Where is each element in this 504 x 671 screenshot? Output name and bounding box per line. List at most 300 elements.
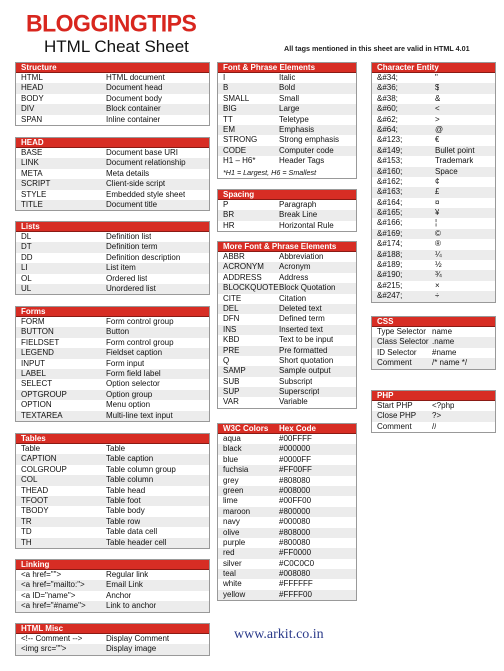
row-tag: SUP [223, 387, 240, 397]
row-description: #000000 [279, 444, 311, 454]
section-head [15, 137, 210, 211]
row-description: Trademark [435, 156, 474, 166]
table-row [16, 232, 209, 242]
section-footnote: *H1 = Largest, H6 = Smallest [223, 167, 317, 177]
table-row [218, 444, 356, 454]
row-description: #800000 [279, 506, 311, 516]
row-tag: COL [21, 475, 38, 485]
section-header [16, 222, 209, 232]
table-row [218, 283, 356, 293]
row-description: Block Quotation [279, 283, 336, 293]
row-tag: Class Selector [377, 337, 429, 347]
row-description: Ordered list [106, 273, 148, 283]
row-description: Computer code [279, 145, 334, 155]
table-row [16, 538, 209, 548]
table-row [372, 348, 495, 358]
table-row [16, 327, 209, 337]
row-description: < [435, 104, 440, 114]
row-tag: &#247; [377, 291, 403, 301]
section-spacing [217, 189, 357, 232]
row-tag: TD [21, 527, 32, 537]
row-description: Strong emphasis [279, 135, 340, 145]
table-row [218, 262, 356, 272]
section-header [372, 63, 495, 73]
row-description: Document relationship [106, 158, 186, 168]
row-description: " [435, 73, 438, 82]
table-row [218, 434, 356, 444]
table-row [218, 314, 356, 324]
row-tag: <img src=""> [21, 644, 67, 654]
row-tag: &#123; [377, 135, 403, 145]
row-description: Address [279, 272, 309, 282]
row-tag: Comment [377, 421, 412, 431]
row-description: ¤ [435, 197, 440, 207]
table-row [218, 273, 356, 283]
row-tag: &#174; [377, 239, 403, 249]
row-tag: blue [223, 454, 239, 464]
table-row [218, 156, 356, 166]
row-tag: <a href="mailto:"> [21, 580, 85, 590]
row-description: Document body [106, 93, 163, 103]
table-row [372, 229, 495, 239]
table-row [218, 465, 356, 475]
row-tag: <a href="#name"> [21, 601, 86, 611]
row-tag: H1 – H6* [223, 156, 256, 166]
section-header [372, 391, 495, 401]
row-description: Table body [106, 506, 145, 516]
row-description: ÷ [435, 291, 440, 301]
row-description: Subscript [279, 376, 313, 386]
table-row [218, 496, 356, 506]
row-tag: OPTGROUP [21, 389, 67, 399]
section-header [218, 424, 356, 434]
row-tag: INPUT [21, 358, 45, 368]
row-description: Meta details [106, 168, 150, 178]
table-row [372, 146, 495, 156]
row-description: Table row [106, 516, 141, 526]
table-row [372, 337, 495, 347]
row-tag: P [223, 200, 229, 209]
table-row [218, 221, 356, 231]
row-tag: silver [223, 558, 242, 568]
row-tag: <a ID="name"> [21, 590, 76, 600]
row-tag: <!-- Comment --> [21, 634, 83, 643]
row-tag: maroon [223, 506, 251, 516]
row-tag: HEAD [21, 83, 44, 93]
row-description: Option group [106, 389, 153, 399]
row-description: ¦ [435, 218, 438, 228]
row-tag: &#160; [377, 166, 403, 176]
table-row [218, 507, 356, 517]
table-row [372, 167, 495, 177]
table-row [16, 348, 209, 358]
table-row [218, 538, 356, 548]
row-tag: &#36; [377, 83, 398, 93]
row-tag: <a href=""> [21, 570, 62, 579]
row-description: Table column [106, 475, 154, 485]
section-title: W3C Colors [223, 424, 269, 433]
table-row [16, 486, 209, 496]
table-row [372, 291, 495, 301]
row-description: Display Comment [106, 634, 170, 643]
row-description: Display image [106, 644, 157, 654]
row-description: ½ [435, 260, 442, 270]
table-row [372, 198, 495, 208]
table-row [16, 517, 209, 527]
row-description: Break Line [279, 210, 318, 220]
row-tag: SCRIPT [21, 179, 51, 189]
table-row [372, 208, 495, 218]
row-description: Italic [279, 73, 296, 82]
row-description: Anchor [106, 590, 132, 600]
section-w3c-colors [217, 423, 357, 601]
table-row [218, 397, 356, 407]
table-row [218, 528, 356, 538]
table-row [16, 527, 209, 537]
table-row [16, 506, 209, 516]
row-description: Block container [106, 104, 161, 114]
row-tag: SELECT [21, 379, 53, 389]
row-description: Regular link [106, 570, 149, 579]
table-row [372, 411, 495, 421]
section-header [16, 434, 209, 444]
row-tag: DL [21, 232, 32, 241]
section-title: HTML Misc [21, 624, 64, 633]
row-description: Horizontal Rule [279, 220, 334, 230]
row-tag: EM [223, 124, 235, 134]
row-tag: Close PHP [377, 411, 417, 421]
section-more-font-phrase [217, 241, 357, 409]
row-tag: SMALL [223, 93, 250, 103]
table-row [218, 325, 356, 335]
row-tag: white [223, 579, 242, 589]
row-tag: BR [223, 210, 235, 220]
table-row [218, 252, 356, 262]
table-row [218, 517, 356, 527]
row-tag: STYLE [21, 189, 47, 199]
section-linking [15, 559, 210, 613]
table-row [16, 644, 209, 654]
row-description: Embedded style sheet [106, 189, 186, 199]
row-tag: ADDRESS [223, 272, 262, 282]
row-description: Table head [106, 485, 146, 495]
row-tag: Comment [377, 358, 412, 368]
table-row [16, 338, 209, 348]
table-row [218, 548, 356, 558]
table-row [218, 486, 356, 496]
table-row [218, 387, 356, 397]
row-tag: VAR [223, 397, 239, 407]
row-description: #C0C0C0 [279, 558, 315, 568]
row-tag: FIELDSET [21, 337, 60, 347]
row-description: Defined term [279, 314, 325, 324]
section-php [371, 390, 496, 433]
row-tag: BASE [21, 148, 43, 157]
row-description: × [435, 280, 440, 290]
row-description: ?> [432, 411, 442, 421]
section-title: Forms [21, 307, 46, 316]
section-title: Font & Phrase Elements [223, 63, 316, 72]
table-row [372, 115, 495, 125]
row-tag: ABBR [223, 252, 245, 261]
table-row [372, 156, 495, 166]
row-description: #0000FF [279, 454, 312, 464]
row-tag: &#34; [377, 73, 398, 82]
row-description: #name [432, 347, 457, 357]
row-description: Citation [279, 293, 307, 303]
table-row [218, 73, 356, 83]
row-tag: TFOOT [21, 495, 49, 505]
row-tag: &#38; [377, 93, 398, 103]
table-row [218, 104, 356, 114]
row-tag: SUB [223, 376, 240, 386]
section-title: Structure [21, 63, 57, 72]
row-description: #000080 [279, 517, 311, 527]
table-row [372, 125, 495, 135]
table-row [218, 476, 356, 486]
row-description: £ [435, 187, 440, 197]
row-tag: teal [223, 569, 236, 579]
table-row [218, 377, 356, 387]
row-tag: DT [21, 242, 32, 252]
row-description: Text to be input [279, 335, 334, 345]
table-row [16, 369, 209, 379]
row-tag: TEXTAREA [21, 410, 63, 420]
row-description: Bold [279, 83, 296, 93]
row-tag: lime [223, 496, 238, 506]
section-lists [15, 221, 210, 295]
footer-url[interactable]: www.arkit.co.in [234, 627, 324, 642]
table-row [16, 242, 209, 252]
section-tables [15, 433, 210, 549]
row-tag: green [223, 485, 244, 495]
row-tag: LI [21, 263, 28, 273]
row-description: Inserted text [279, 324, 324, 334]
row-description: € [435, 135, 440, 145]
table-row [218, 294, 356, 304]
section-title: Tables [21, 434, 46, 443]
row-description: #008080 [279, 569, 311, 579]
row-description: Table foot [106, 495, 141, 505]
row-tag: Type Selector [377, 327, 426, 336]
row-tag: SPAN [21, 114, 43, 124]
section-header [16, 624, 209, 634]
row-description: Header Tags [279, 156, 325, 166]
row-description: Document title [106, 199, 158, 209]
row-description: #800080 [279, 537, 311, 547]
table-row [218, 135, 356, 145]
section-html-misc [15, 623, 210, 656]
table-row [16, 400, 209, 410]
row-description: $ [435, 83, 440, 93]
row-description: Short quotation [279, 355, 334, 365]
row-tag: DIV [21, 104, 35, 114]
section-header [16, 560, 209, 570]
row-description: ® [435, 239, 441, 249]
row-tag: CODE [223, 145, 247, 155]
table-row [218, 146, 356, 156]
section-header [16, 138, 209, 148]
table-row [16, 379, 209, 389]
row-tag: ID Selector [377, 347, 417, 357]
table-row [16, 444, 209, 454]
row-description: Sample output [279, 366, 331, 376]
row-description: #808080 [279, 475, 311, 485]
row-description: Table header cell [106, 537, 167, 547]
table-row [372, 135, 495, 145]
table-row [16, 200, 209, 210]
row-tag: &#64; [377, 124, 398, 134]
table-row [16, 73, 209, 83]
row-description: Paragraph [279, 200, 317, 209]
table-row [16, 158, 209, 168]
row-description: Document base URI [106, 148, 179, 157]
table-row [218, 125, 356, 135]
row-description: .name [432, 337, 455, 347]
table-row [16, 190, 209, 200]
table-row [372, 239, 495, 249]
table-row [218, 590, 356, 600]
table-row [16, 454, 209, 464]
section-title: More Font & Phrase Elements [223, 242, 337, 251]
table-row [372, 327, 495, 337]
row-tag: CAPTION [21, 454, 57, 464]
row-tag: BIG [223, 104, 237, 114]
table-row [16, 634, 209, 644]
row-tag: yellow [223, 589, 246, 599]
section-title: HEAD [21, 138, 44, 147]
row-description: Space [435, 166, 458, 176]
row-tag: KBD [223, 335, 240, 345]
row-tag: &#62; [377, 114, 398, 124]
row-description: & [435, 93, 441, 103]
table-row [372, 187, 495, 197]
row-tag: BLOCKQUOTE [223, 283, 279, 293]
section-title: CSS [377, 317, 394, 326]
row-tag: HR [223, 220, 235, 230]
row-description: Large [279, 104, 300, 114]
row-tag: TR [21, 516, 32, 526]
table-row [16, 475, 209, 485]
section-title-secondary: Hex Code [279, 424, 316, 433]
row-tag: &#215; [377, 280, 403, 290]
section-font-phrase [217, 62, 357, 179]
table-row [372, 218, 495, 228]
row-description: ¼ [435, 249, 442, 259]
table-row [16, 411, 209, 421]
row-description: ¥ [435, 208, 440, 218]
section-header [16, 63, 209, 73]
section-header [218, 242, 356, 252]
row-tag: &#165; [377, 208, 403, 218]
row-description: Pre formatted [279, 345, 328, 355]
row-tag: STRONG [223, 135, 258, 145]
row-tag: Start PHP [377, 401, 413, 410]
row-tag: SAMP [223, 366, 246, 376]
table-row [372, 250, 495, 260]
table-row [16, 253, 209, 263]
row-description: Bullet point [435, 145, 475, 155]
section-header [372, 317, 495, 327]
table-row [16, 580, 209, 590]
row-description: #FFFFFF [279, 579, 313, 589]
table-row [372, 73, 495, 83]
row-tag: TBODY [21, 506, 49, 516]
row-tag: Table [21, 444, 41, 453]
row-tag: I [223, 73, 226, 82]
row-tag: BODY [21, 93, 44, 103]
table-row [372, 83, 495, 93]
row-description: /* name */ [432, 358, 468, 368]
row-tag: LINK [21, 158, 39, 168]
row-tag: TH [21, 537, 32, 547]
row-description: #FF00FF [279, 465, 312, 475]
table-row [218, 115, 356, 125]
table-row [16, 169, 209, 179]
row-description: Superscript [279, 387, 320, 397]
row-description: Table [106, 444, 126, 453]
row-description: Multi-line text input [106, 410, 173, 420]
table-row [16, 83, 209, 93]
row-description: Emphasis [279, 124, 315, 134]
table-row [218, 200, 356, 210]
row-description: Deleted text [279, 303, 322, 313]
row-description: Form field label [106, 368, 161, 378]
row-tag: purple [223, 537, 246, 547]
row-description: ¢ [435, 176, 440, 186]
row-tag: TITLE [21, 199, 43, 209]
row-description: Table data cell [106, 527, 158, 537]
row-description: Definition term [106, 242, 158, 252]
row-description: Link to anchor [106, 601, 157, 611]
row-tag: DD [21, 252, 33, 262]
row-tag: olive [223, 527, 240, 537]
row-description: name [432, 327, 453, 336]
table-row [218, 356, 356, 366]
table-row [218, 579, 356, 589]
section-title: Lists [21, 222, 40, 231]
table-row [16, 465, 209, 475]
row-tag: navy [223, 517, 240, 527]
table-row [218, 569, 356, 579]
row-description: #808000 [279, 527, 311, 537]
table-row [16, 94, 209, 104]
row-tag: &#164; [377, 197, 403, 207]
row-description: Form input [106, 358, 145, 368]
table-row [16, 148, 209, 158]
row-tag: OL [21, 273, 32, 283]
table-row [372, 422, 495, 432]
table-row [16, 263, 209, 273]
table-row [16, 591, 209, 601]
row-tag: red [223, 548, 235, 558]
row-description: Document head [106, 83, 163, 93]
row-tag: OPTION [21, 400, 52, 410]
row-description: HTML document [106, 73, 165, 82]
row-description: Client-side script [106, 179, 166, 189]
row-description: #FFFF00 [279, 589, 312, 599]
table-row [16, 115, 209, 125]
row-description: Unordered list [106, 283, 156, 293]
row-tag: &#149; [377, 145, 403, 155]
row-tag: BUTTON [21, 327, 54, 337]
row-description: @ [435, 124, 444, 134]
table-row [218, 94, 356, 104]
row-description: Table column group [106, 464, 176, 474]
table-row [218, 366, 356, 376]
row-description: Teletype [279, 114, 309, 124]
row-tag: CITE [223, 293, 242, 303]
